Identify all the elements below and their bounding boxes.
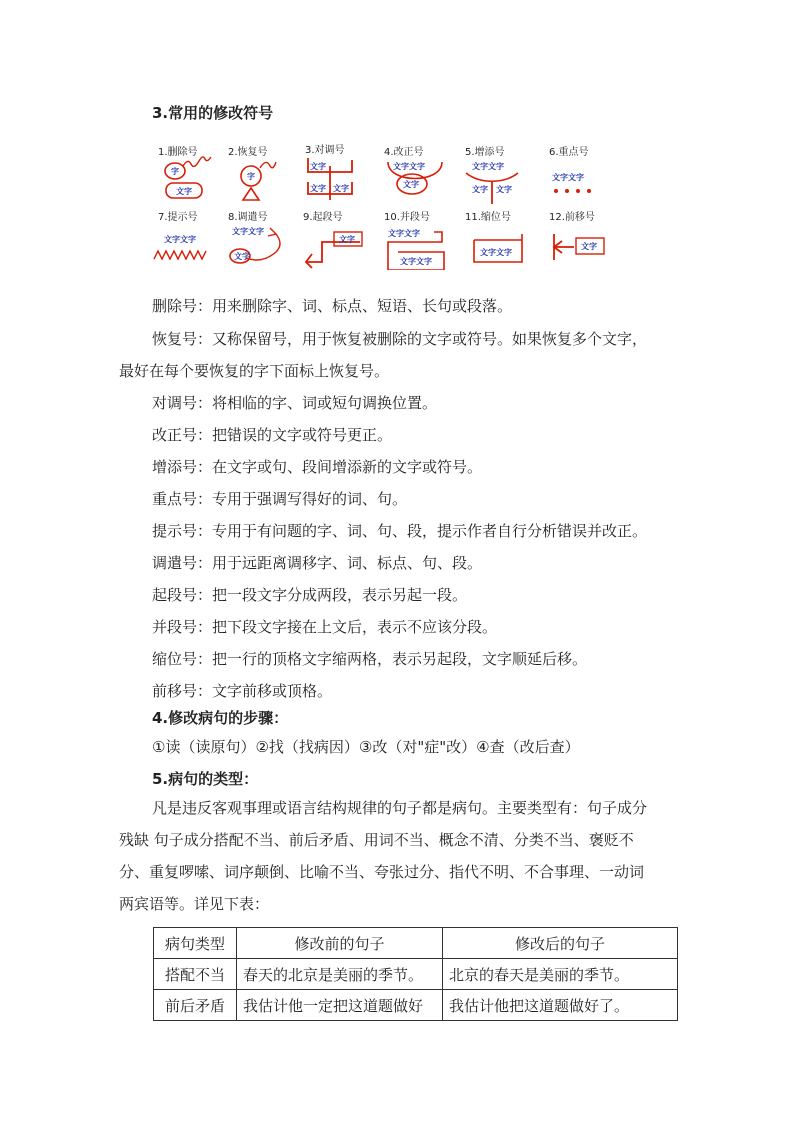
proofreading-symbols-figure [150,138,620,270]
paragraph-line: 两宾语等。详见下表： [119,895,270,913]
symbol-label: 10.并段号 [384,212,430,223]
definition-line: 恢复号：又称保留号，用于恢复被删除的文字或符号。如果恢复多个文字， [152,330,648,348]
table-cell: 前后矛盾 [154,990,237,1021]
svg-text:文字: 文字 [234,252,250,261]
svg-text:文字文字: 文字文字 [400,257,432,266]
symbol-label: 9.起段号 [303,212,343,223]
svg-text:字: 字 [171,167,179,176]
definition-line: 缩位号：把一行的顶格文字缩两格，表示另起段，文字顺延后移。 [152,650,588,668]
symbol-label: 11.缩位号 [465,212,511,223]
steps-line: ①读（读原句）②找（找病因）③改（对"症"改）④查（改后查） [152,738,580,756]
table-cell: 搭配不当 [154,959,237,990]
svg-text:文字: 文字 [339,235,355,244]
restore-mark-icon [241,162,276,200]
svg-text:文字: 文字 [310,184,326,193]
svg-text:文字文字: 文字文字 [552,173,584,182]
definition-line: 提示号：专用于有问题的字、词、句、段，提示作者自行分析错误并改正。 [152,522,648,540]
section-heading-5: 5.病句的类型： [152,770,259,788]
symbol-label: 7.提示号 [158,212,198,223]
definition-line: 对调号：将相临的字、词或短句调换位置。 [152,394,438,412]
svg-text:文字: 文字 [333,184,349,193]
definition-line: 起段号：把一段文字分成两段，表示另起一段。 [152,586,468,604]
section-heading-3: 3.常用的修改符号 [152,104,274,122]
table-row [154,990,678,1021]
symbols-diagram [150,138,620,270]
symbol-label: 6.重点号 [549,147,589,158]
svg-text:文字: 文字 [581,242,597,251]
swap-mark-icon [308,158,352,200]
definition-line: 删除号：用来删除字、词、标点、短语、长句或段落。 [152,297,513,315]
new-paragraph-mark-icon [306,232,362,268]
svg-text:文字文字: 文字文字 [232,227,264,236]
svg-text:文字文字: 文字文字 [480,248,512,257]
table-cell: 我估计他把这道题做好了。 [443,990,678,1021]
definition-line: 前移号：文字前移或顶格。 [152,682,333,700]
symbol-label: 3.对调号 [305,145,345,156]
svg-text:文字: 文字 [403,180,419,189]
svg-text:文字: 文字 [176,187,192,196]
symbol-label: 8.调遣号 [228,212,268,223]
indent-mark-icon [474,234,522,262]
table-row [154,959,678,990]
table-cell: 我估计他一定把这道题做好 [237,990,443,1021]
svg-text:文字: 文字 [310,162,326,171]
svg-text:文字文字: 文字文字 [164,235,196,244]
definition-line: 调遣号：用于远距离调移字、词、标点、句、段。 [152,554,483,572]
symbol-label: 12.前移号 [549,212,595,223]
symbol-label: 1.删除号 [158,147,198,158]
paragraph-line: 残缺 句子成分搭配不当、前后矛盾、用词不当、概念不清、分类不当、褒贬不 [119,831,634,849]
insertion-mark-icon [466,161,518,204]
svg-text:文字: 文字 [472,185,488,194]
move-forward-mark-icon [554,234,604,260]
svg-text:文字: 文字 [496,185,512,194]
transfer-mark-icon [230,226,280,263]
definition-line: 重点号：专用于强调写得好的词、句。 [152,490,408,508]
symbol-label: 4.改正号 [384,147,424,158]
paragraph-line: 凡是违反客观事理或语言结构规律的句子都是病句。主要类型有：句子成分 [152,799,648,817]
table-header-row [154,928,678,959]
svg-text:文字文字: 文字文字 [393,162,425,171]
symbol-label: 2.恢复号 [228,147,268,158]
correction-mark-icon [388,161,442,194]
emphasis-mark-icon [552,172,591,193]
symbol-label: 5.增添号 [465,147,505,158]
table-header-cell: 修改后的句子 [443,928,678,959]
definition-line: 改正号：把错误的文字或符号更正。 [152,426,393,444]
merge-paragraph-mark-icon [388,228,444,270]
delete-mark-icon [165,157,211,198]
svg-text:文字文字: 文字文字 [388,229,420,238]
definition-line: 最好在每个要恢复的字下面标上恢复号。 [119,362,390,380]
definition-line: 增添号：在文字或句、段间增添新的文字或符号。 [152,458,483,476]
paragraph-line: 分、重复啰嗦、词序颠倒、比喻不当、夸张过分、指代不明、不合事理、一动词 [119,863,645,881]
table-cell: 北京的春天是美丽的季节。 [443,959,678,990]
hint-mark-icon [154,234,206,259]
table-header-cell: 病句类型 [154,928,237,959]
section-heading-4: 4.修改病句的步骤： [152,709,289,727]
svg-text:文字文字: 文字文字 [472,162,504,171]
definition-line: 并段号：把下段文字接在上文后，表示不应该分段。 [152,618,498,636]
table-cell: 春天的北京是美丽的季节。 [237,959,443,990]
sentence-error-table [153,927,678,1021]
table-header-cell: 修改前的句子 [237,928,443,959]
svg-text:字: 字 [247,172,255,181]
